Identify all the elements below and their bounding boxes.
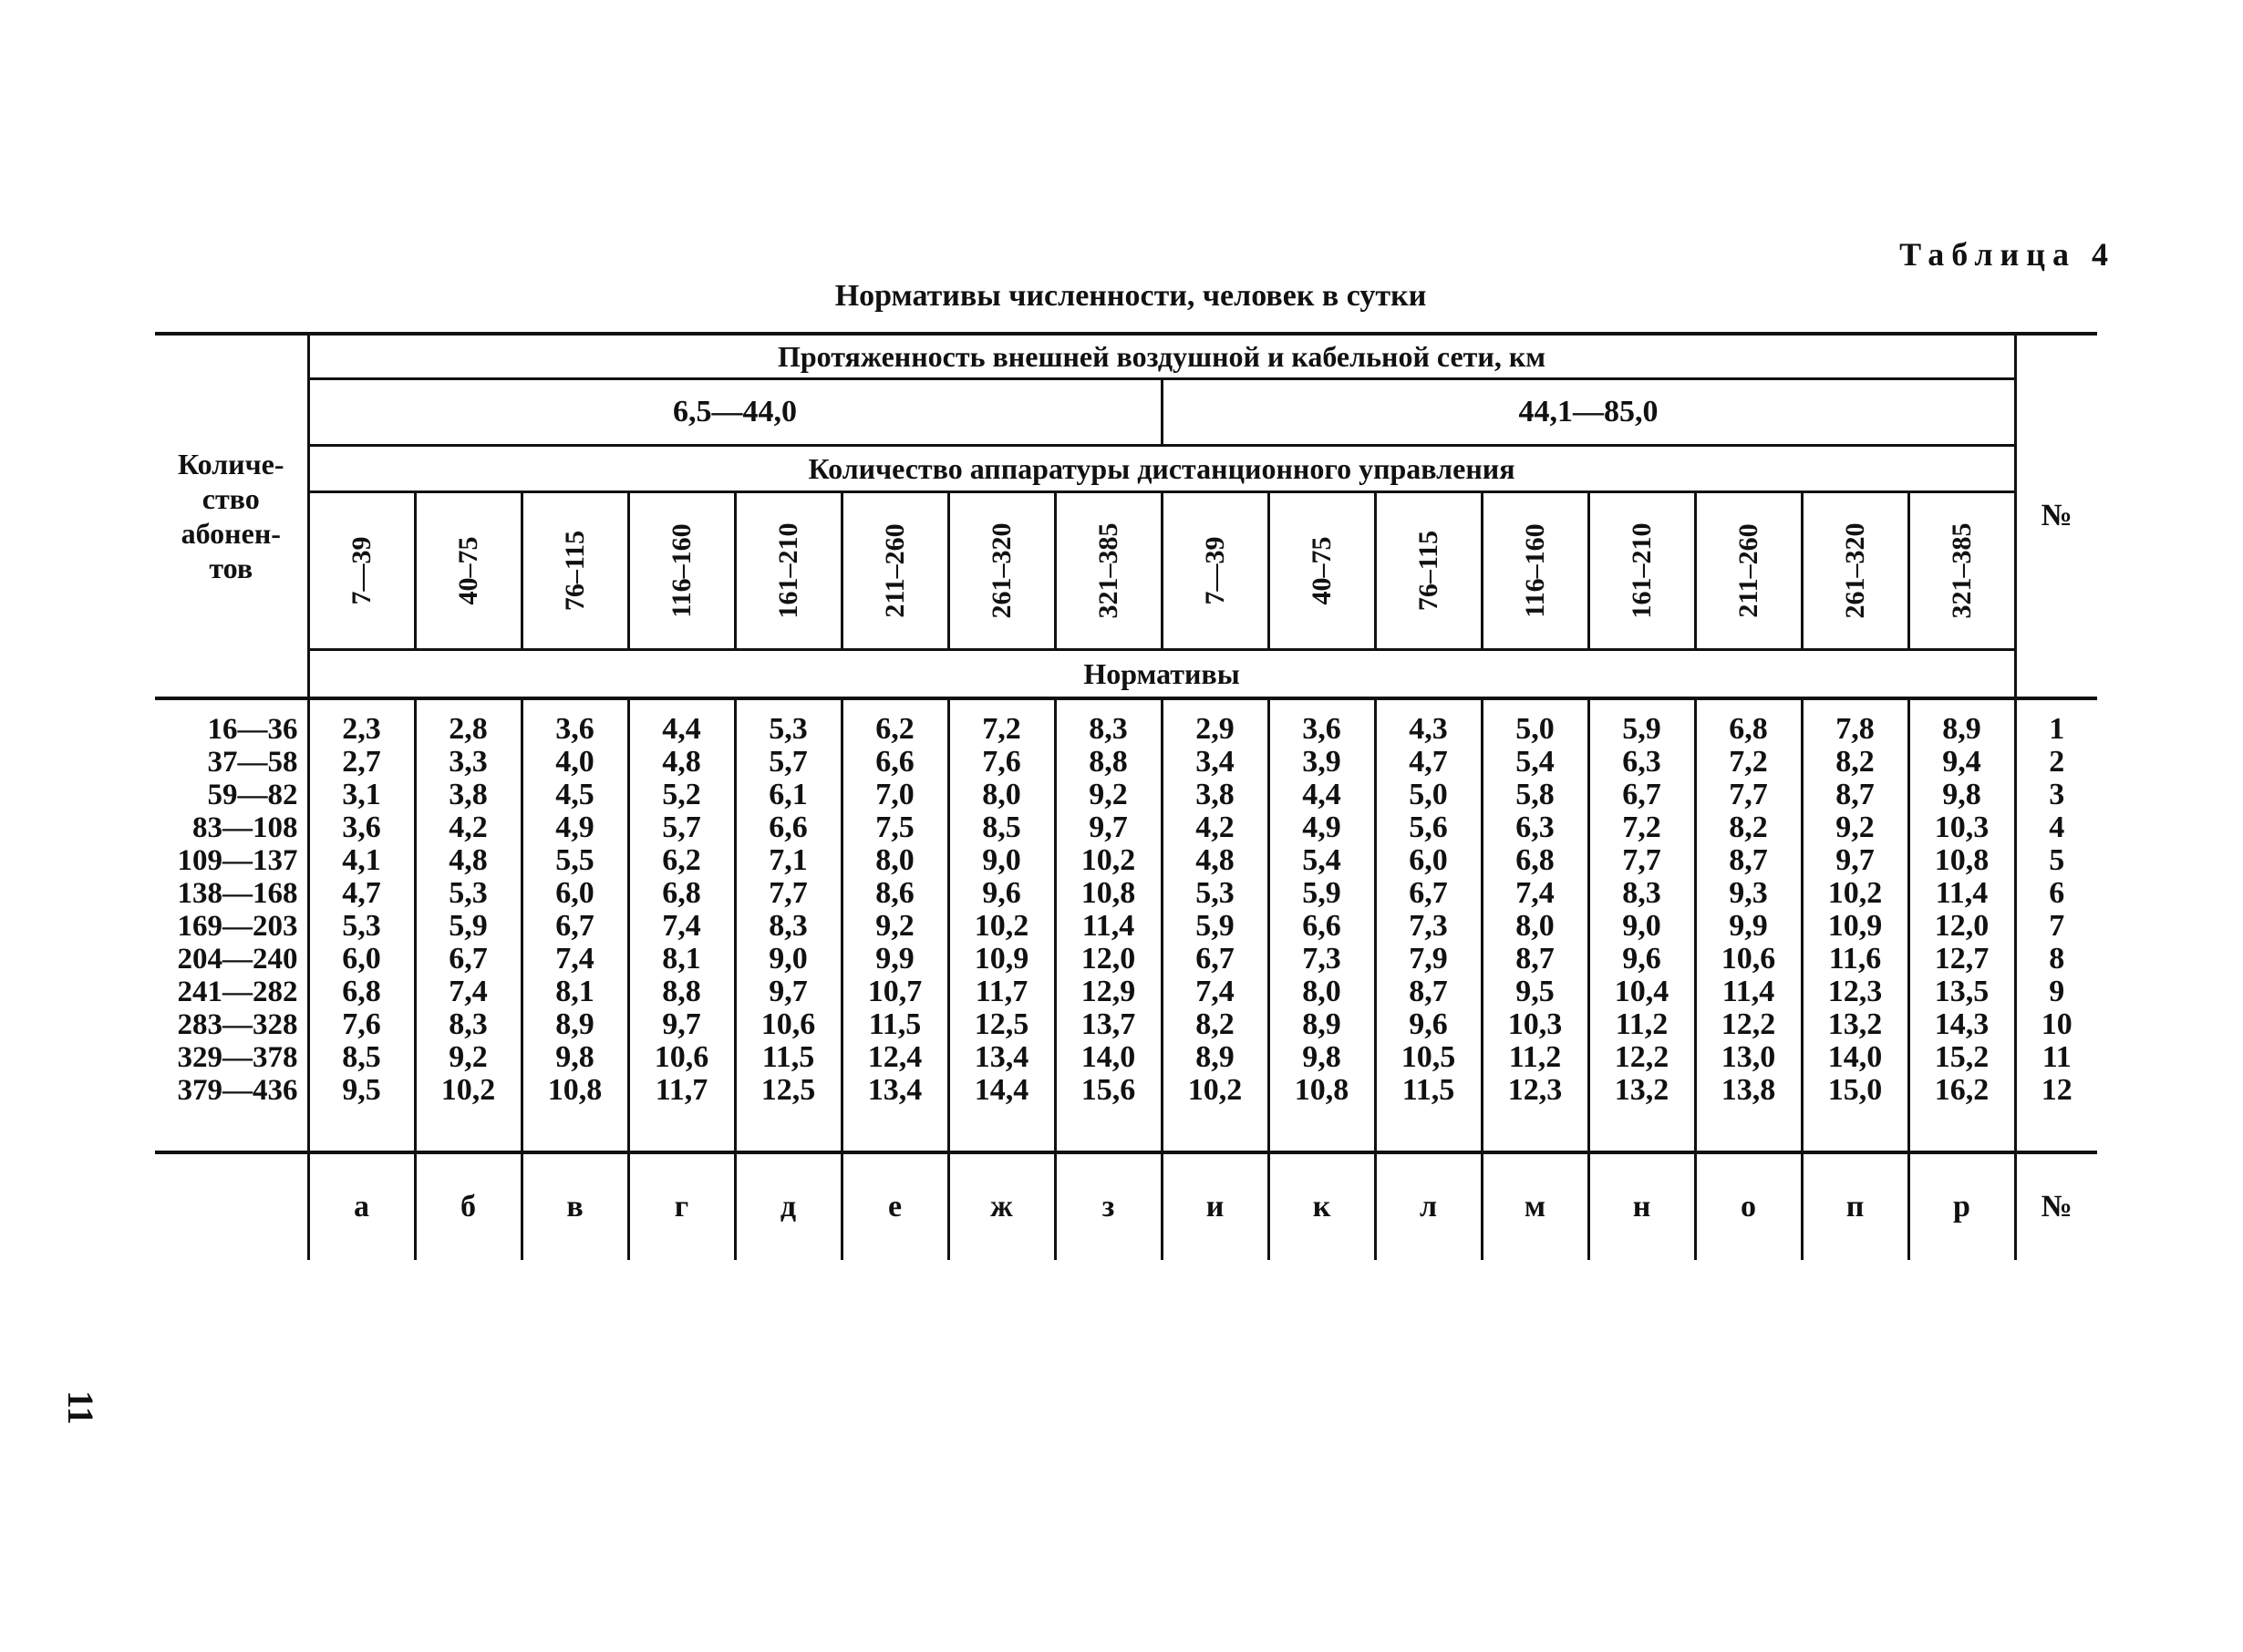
row-number: 10 xyxy=(2041,1007,2072,1041)
column-letter: н xyxy=(1588,1152,1695,1260)
norm-value: 3,3 xyxy=(449,745,488,779)
norm-value: 11,6 xyxy=(1828,942,1882,976)
norm-value: 3,1 xyxy=(342,778,381,811)
norm-value: 2,9 xyxy=(1195,712,1235,746)
norm-value: 9,2 xyxy=(1835,811,1875,844)
norm-value: 3,6 xyxy=(555,712,594,746)
column-letter: ж xyxy=(948,1152,1055,1260)
norm-column xyxy=(1375,698,1482,1152)
column-letter: г xyxy=(628,1152,735,1260)
norm-value: 7,8 xyxy=(1835,712,1875,746)
abonents-range: 83—108 xyxy=(192,811,298,844)
norm-value: 7,7 xyxy=(1622,843,1661,877)
norm-value: 5,0 xyxy=(1409,778,1448,811)
norm-value: 9,7 xyxy=(1835,843,1875,877)
norm-value: 7,6 xyxy=(342,1007,381,1041)
norm-value: 7,4 xyxy=(1195,975,1235,1008)
equipment-range-label: 161–210 xyxy=(1626,522,1657,619)
norm-value: 5,9 xyxy=(449,909,488,943)
norm-value: 15,2 xyxy=(1934,1040,1990,1074)
norm-value: 6,3 xyxy=(1622,745,1661,779)
norm-value: 6,0 xyxy=(342,942,381,976)
row-number-column xyxy=(2015,698,2097,1152)
norm-value: 4,9 xyxy=(555,811,594,844)
norm-value: 5,6 xyxy=(1409,811,1448,844)
equipment-range-label: 261–320 xyxy=(986,522,1017,619)
norm-column xyxy=(522,698,628,1152)
norm-value: 9,9 xyxy=(875,942,915,976)
norm-value: 9,0 xyxy=(982,843,1021,877)
norm-value: 6,8 xyxy=(1729,712,1768,746)
norm-value: 12,0 xyxy=(1080,942,1136,976)
norm-value: 10,3 xyxy=(1507,1007,1563,1041)
abonents-range: 138—168 xyxy=(177,877,298,910)
norm-value: 9,7 xyxy=(1089,811,1128,844)
norm-value: 10,2 xyxy=(1080,843,1136,877)
norm-value: 11,2 xyxy=(1615,1007,1669,1041)
equipment-range-header xyxy=(1482,492,1588,650)
norm-value: 11,2 xyxy=(1508,1040,1562,1074)
norm-column xyxy=(628,698,735,1152)
norm-value: 11,5 xyxy=(868,1007,922,1041)
norm-value: 8,5 xyxy=(342,1040,381,1074)
norm-value: 12,2 xyxy=(1614,1040,1669,1074)
equipment-range-header xyxy=(1162,492,1268,650)
equipment-range-label: 161–210 xyxy=(772,522,803,619)
norms-table xyxy=(155,332,2097,1260)
norm-value: 9,6 xyxy=(982,876,1021,910)
equipment-range-header xyxy=(1375,492,1482,650)
norm-value: 12,3 xyxy=(1507,1073,1563,1107)
norm-value: 4,7 xyxy=(1409,745,1448,779)
norm-value: 10,5 xyxy=(1401,1040,1456,1074)
letters-number-label: № xyxy=(2015,1152,2097,1260)
norm-value: 8,8 xyxy=(662,975,701,1008)
norm-value: 14,0 xyxy=(1827,1040,1883,1074)
norm-value: 2,8 xyxy=(449,712,488,746)
norm-column xyxy=(948,698,1055,1152)
abonents-range: 379—436 xyxy=(177,1074,298,1107)
equipment-range-header xyxy=(628,492,735,650)
norm-value: 6,7 xyxy=(555,909,594,943)
norm-value: 6,3 xyxy=(1515,811,1555,844)
norm-value: 6,7 xyxy=(1409,876,1448,910)
range-header-2: 44,1—85,0 xyxy=(1162,379,2015,446)
norm-value: 8,9 xyxy=(1195,1040,1235,1074)
norm-value: 11,4 xyxy=(1721,975,1775,1008)
norm-value: 13,2 xyxy=(1827,1007,1883,1041)
norm-value: 6,6 xyxy=(875,745,915,779)
norm-value: 13,7 xyxy=(1080,1007,1136,1041)
norm-value: 8,3 xyxy=(769,909,808,943)
equipment-range-header xyxy=(308,492,415,650)
norm-value: 8,2 xyxy=(1195,1007,1235,1041)
norm-column xyxy=(1588,698,1695,1152)
norm-value: 13,4 xyxy=(867,1073,923,1107)
norm-value: 11,7 xyxy=(975,975,1028,1008)
norm-value: 6,2 xyxy=(875,712,915,746)
norm-value: 3,6 xyxy=(342,811,381,844)
norm-value: 8,7 xyxy=(1409,975,1448,1008)
norm-value: 3,6 xyxy=(1302,712,1341,746)
norm-value: 8,3 xyxy=(449,1007,488,1041)
norm-column xyxy=(1162,698,1268,1152)
equipment-range-header xyxy=(1908,492,2015,650)
norm-value: 8,0 xyxy=(875,843,915,877)
norm-value: 6,8 xyxy=(662,876,701,910)
norm-value: 4,4 xyxy=(662,712,701,746)
norm-value: 4,3 xyxy=(1409,712,1448,746)
norm-value: 12,5 xyxy=(974,1007,1029,1041)
norm-value: 9,8 xyxy=(555,1040,594,1074)
norm-value: 7,0 xyxy=(875,778,915,811)
row-number: 12 xyxy=(2041,1073,2072,1107)
norm-value: 10,9 xyxy=(974,942,1029,976)
column-letter: з xyxy=(1055,1152,1162,1260)
equipment-range-label: 261–320 xyxy=(1839,522,1870,619)
equipment-range-label: 211–260 xyxy=(879,523,910,618)
column-letter: р xyxy=(1908,1152,2015,1260)
norm-value: 14,0 xyxy=(1080,1040,1136,1074)
norm-value: 6,7 xyxy=(1622,778,1661,811)
norm-value: 7,7 xyxy=(1729,778,1768,811)
norm-value: 7,4 xyxy=(1515,876,1555,910)
norm-value: 11,7 xyxy=(655,1073,708,1107)
norm-value: 9,2 xyxy=(449,1040,488,1074)
norm-value: 6,8 xyxy=(1515,843,1555,877)
table-title: Нормативы численности, человек в сутки xyxy=(834,279,1427,313)
column-letter: и xyxy=(1162,1152,1268,1260)
norm-value: 3,4 xyxy=(1195,745,1235,779)
norm-value: 10,6 xyxy=(760,1007,816,1041)
norm-value: 12,2 xyxy=(1721,1007,1776,1041)
norm-value: 8,3 xyxy=(1089,712,1128,746)
equipment-range-label: 40–75 xyxy=(452,536,483,605)
norm-value: 11,5 xyxy=(1401,1073,1455,1107)
norm-value: 9,2 xyxy=(1089,778,1128,811)
norm-value: 9,6 xyxy=(1622,942,1661,976)
equipment-range-label: 7—39 xyxy=(1199,536,1230,605)
norm-value: 5,9 xyxy=(1622,712,1661,746)
norm-value: 10,6 xyxy=(654,1040,709,1074)
number-header: № xyxy=(2015,334,2097,698)
norm-value: 13,0 xyxy=(1721,1040,1776,1074)
abonents-range: 16—36 xyxy=(207,713,298,746)
equipment-range-label: 116–160 xyxy=(1519,523,1550,618)
norm-value: 10,2 xyxy=(1827,876,1883,910)
norm-value: 4,5 xyxy=(555,778,594,811)
range-header-1: 6,5—44,0 xyxy=(308,379,1162,446)
norm-value: 6,0 xyxy=(1409,843,1448,877)
equipment-range-header xyxy=(1695,492,1802,650)
norm-value: 5,7 xyxy=(662,811,701,844)
norm-value: 12,7 xyxy=(1934,942,1990,976)
page-number: 11 xyxy=(60,1390,101,1425)
row-number: 2 xyxy=(2049,745,2065,779)
norm-value: 16,2 xyxy=(1934,1073,1990,1107)
norm-value: 5,9 xyxy=(1195,909,1235,943)
column-letter: о xyxy=(1695,1152,1802,1260)
norm-value: 14,3 xyxy=(1934,1007,1990,1041)
norm-value: 15,0 xyxy=(1827,1073,1883,1107)
equipment-range-label: 211–260 xyxy=(1732,523,1763,618)
norm-value: 7,7 xyxy=(769,876,808,910)
norm-value: 7,1 xyxy=(769,843,808,877)
norm-value: 8,3 xyxy=(1622,876,1661,910)
norm-value: 5,0 xyxy=(1515,712,1555,746)
norm-value: 8,7 xyxy=(1515,942,1555,976)
norm-column xyxy=(1482,698,1588,1152)
abonents-range: 59—82 xyxy=(207,779,298,811)
norm-value: 8,6 xyxy=(875,876,915,910)
norm-value: 9,3 xyxy=(1729,876,1768,910)
abonents-range: 169—203 xyxy=(177,910,298,943)
norm-value: 4,2 xyxy=(1195,811,1235,844)
network-length-header: Протяженность внешней воздушной и кабельной сети, км xyxy=(308,334,2015,379)
equipment-range-header xyxy=(1802,492,1908,650)
norm-value: 8,0 xyxy=(1515,909,1555,943)
norm-value: 4,0 xyxy=(555,745,594,779)
norm-value: 10,8 xyxy=(1934,843,1990,877)
norm-value: 4,8 xyxy=(1195,843,1235,877)
equipment-range-header xyxy=(1055,492,1162,650)
row-number: 1 xyxy=(2049,712,2065,746)
column-letter: м xyxy=(1482,1152,1588,1260)
norm-value: 10,8 xyxy=(1294,1073,1349,1107)
norm-value: 5,3 xyxy=(342,909,381,943)
norm-value: 8,9 xyxy=(1302,1007,1341,1041)
norm-value: 2,3 xyxy=(342,712,381,746)
norm-value: 10,6 xyxy=(1721,942,1776,976)
equipment-range-header xyxy=(522,492,628,650)
norm-value: 12,0 xyxy=(1934,909,1990,943)
norm-value: 8,0 xyxy=(982,778,1021,811)
column-letter: п xyxy=(1802,1152,1908,1260)
equipment-range-header xyxy=(1588,492,1695,650)
norm-value: 5,3 xyxy=(1195,876,1235,910)
table-caption: Таблица 4 xyxy=(1899,236,2115,273)
norm-value: 5,3 xyxy=(769,712,808,746)
norm-value: 8,0 xyxy=(1302,975,1341,1008)
column-letter: к xyxy=(1268,1152,1375,1260)
norm-value: 5,4 xyxy=(1302,843,1341,877)
norm-value: 13,5 xyxy=(1934,975,1990,1008)
abonents-range: 37—58 xyxy=(207,746,298,779)
row-number: 11 xyxy=(2041,1040,2072,1074)
norm-value: 6,8 xyxy=(342,975,381,1008)
norm-value: 6,7 xyxy=(1195,942,1235,976)
norm-value: 13,4 xyxy=(974,1040,1029,1074)
equipment-range-header xyxy=(735,492,842,650)
equipment-range-label: 40–75 xyxy=(1306,536,1337,605)
norm-value: 5,9 xyxy=(1302,876,1341,910)
norm-value: 5,7 xyxy=(769,745,808,779)
norm-value: 6,7 xyxy=(449,942,488,976)
norm-value: 8,9 xyxy=(555,1007,594,1041)
norm-value: 3,8 xyxy=(1195,778,1235,811)
norm-value: 8,7 xyxy=(1729,843,1768,877)
row-number: 5 xyxy=(2049,843,2065,877)
column-letter: е xyxy=(842,1152,948,1260)
norm-column xyxy=(1908,698,2015,1152)
norm-value: 10,2 xyxy=(974,909,1029,943)
norm-value: 10,2 xyxy=(440,1073,496,1107)
norm-value: 9,8 xyxy=(1302,1040,1341,1074)
norm-value: 7,3 xyxy=(1409,909,1448,943)
row-number: 7 xyxy=(2049,909,2065,943)
equipment-range-header xyxy=(948,492,1055,650)
norm-value: 9,7 xyxy=(769,975,808,1008)
norm-column xyxy=(1802,698,1908,1152)
column-letter: б xyxy=(415,1152,522,1260)
norm-value: 12,4 xyxy=(867,1040,923,1074)
norm-value: 9,9 xyxy=(1729,909,1768,943)
norm-value: 8,2 xyxy=(1729,811,1768,844)
norm-value: 11,4 xyxy=(1081,909,1135,943)
norm-value: 11,4 xyxy=(1935,876,1989,910)
equipment-range-header xyxy=(842,492,948,650)
norm-value: 13,8 xyxy=(1721,1073,1776,1107)
row-number: 6 xyxy=(2049,876,2065,910)
norm-value: 7,2 xyxy=(1729,745,1768,779)
norm-value: 7,5 xyxy=(875,811,915,844)
equipment-range-label: 116–160 xyxy=(666,523,697,618)
column-letter: а xyxy=(308,1152,415,1260)
norm-value: 4,4 xyxy=(1302,778,1341,811)
norm-value: 10,2 xyxy=(1187,1073,1243,1107)
norm-value: 9,0 xyxy=(769,942,808,976)
equipment-range-label: 76–115 xyxy=(1412,530,1443,612)
norm-value: 8,2 xyxy=(1835,745,1875,779)
norm-value: 3,8 xyxy=(449,778,488,811)
norm-value: 3,9 xyxy=(1302,745,1341,779)
abonents-range: 204—240 xyxy=(177,943,298,976)
norm-value: 4,7 xyxy=(342,876,381,910)
equipment-header: Количество аппаратуры дистанционного управления xyxy=(308,446,2015,492)
norm-value: 5,3 xyxy=(449,876,488,910)
norm-column xyxy=(415,698,522,1152)
norm-column xyxy=(1055,698,1162,1152)
norm-value: 10,8 xyxy=(1080,876,1136,910)
norm-value: 7,3 xyxy=(1302,942,1341,976)
column-letter: д xyxy=(735,1152,842,1260)
norm-value: 11,5 xyxy=(761,1040,815,1074)
norm-value: 9,4 xyxy=(1942,745,1981,779)
equipment-range-label: 321–385 xyxy=(1092,522,1123,619)
equipment-range-header xyxy=(415,492,522,650)
norm-value: 15,6 xyxy=(1080,1073,1136,1107)
norm-column xyxy=(308,698,415,1152)
norm-value: 9,7 xyxy=(662,1007,701,1041)
norm-value: 12,5 xyxy=(760,1073,816,1107)
norm-column xyxy=(842,698,948,1152)
norm-value: 10,4 xyxy=(1614,975,1669,1008)
norm-value: 9,6 xyxy=(1409,1007,1448,1041)
norm-column xyxy=(1268,698,1375,1152)
column-letter: в xyxy=(522,1152,628,1260)
norm-value: 7,4 xyxy=(662,909,701,943)
norm-value: 5,4 xyxy=(1515,745,1555,779)
norm-value: 7,6 xyxy=(982,745,1021,779)
row-number: 8 xyxy=(2049,942,2065,976)
norm-value: 4,2 xyxy=(449,811,488,844)
norm-value: 8,9 xyxy=(1942,712,1981,746)
norm-value: 6,6 xyxy=(769,811,808,844)
row-number: 4 xyxy=(2049,811,2065,844)
norm-value: 8,7 xyxy=(1835,778,1875,811)
norm-value: 4,9 xyxy=(1302,811,1341,844)
norm-value: 7,2 xyxy=(1622,811,1661,844)
norm-value: 14,4 xyxy=(974,1073,1029,1107)
norm-value: 13,2 xyxy=(1614,1073,1669,1107)
letters-empty-cell xyxy=(155,1152,308,1260)
norm-value: 7,4 xyxy=(555,942,594,976)
equipment-range-label: 7—39 xyxy=(346,536,377,605)
norm-value: 6,2 xyxy=(662,843,701,877)
row-number: 3 xyxy=(2049,778,2065,811)
norm-value: 8,1 xyxy=(662,942,701,976)
norm-value: 7,9 xyxy=(1409,942,1448,976)
abonents-header: Количе- ство абонен- тов xyxy=(155,334,308,698)
norm-value: 12,3 xyxy=(1827,975,1883,1008)
norm-value: 6,6 xyxy=(1302,909,1341,943)
abonents-range: 241—282 xyxy=(177,976,298,1008)
norm-column xyxy=(735,698,842,1152)
norm-value: 10,7 xyxy=(867,975,923,1008)
norm-value: 5,2 xyxy=(662,778,701,811)
norm-value: 7,4 xyxy=(449,975,488,1008)
norm-value: 9,0 xyxy=(1622,909,1661,943)
norm-value: 9,5 xyxy=(1515,975,1555,1008)
equipment-range-header xyxy=(1268,492,1375,650)
abonents-column xyxy=(155,698,308,1152)
norms-header: Нормативы xyxy=(308,650,2015,699)
norm-value: 10,8 xyxy=(547,1073,603,1107)
norm-value: 8,5 xyxy=(982,811,1021,844)
norm-value: 5,5 xyxy=(555,843,594,877)
abonents-range: 329—378 xyxy=(177,1041,298,1074)
norm-value: 10,9 xyxy=(1827,909,1883,943)
norm-value: 10,3 xyxy=(1934,811,1990,844)
equipment-range-label: 76–115 xyxy=(559,530,590,612)
norm-value: 6,0 xyxy=(555,876,594,910)
norm-value: 5,8 xyxy=(1515,778,1555,811)
abonents-range: 109—137 xyxy=(177,844,298,877)
norm-column xyxy=(1695,698,1802,1152)
norm-value: 8,1 xyxy=(555,975,594,1008)
abonents-range: 283—328 xyxy=(177,1008,298,1041)
norm-value: 12,9 xyxy=(1080,975,1136,1008)
norm-value: 8,8 xyxy=(1089,745,1128,779)
norm-value: 2,7 xyxy=(342,745,381,779)
norm-value: 9,5 xyxy=(342,1073,381,1107)
column-letter: л xyxy=(1375,1152,1482,1260)
norm-value: 4,8 xyxy=(449,843,488,877)
equipment-range-label: 321–385 xyxy=(1946,522,1977,619)
norm-value: 7,2 xyxy=(982,712,1021,746)
norm-value: 4,1 xyxy=(342,843,381,877)
norm-value: 9,8 xyxy=(1942,778,1981,811)
norm-value: 9,2 xyxy=(875,909,915,943)
row-number: 9 xyxy=(2049,975,2065,1008)
norm-value: 6,1 xyxy=(769,778,808,811)
norm-value: 4,8 xyxy=(662,745,701,779)
